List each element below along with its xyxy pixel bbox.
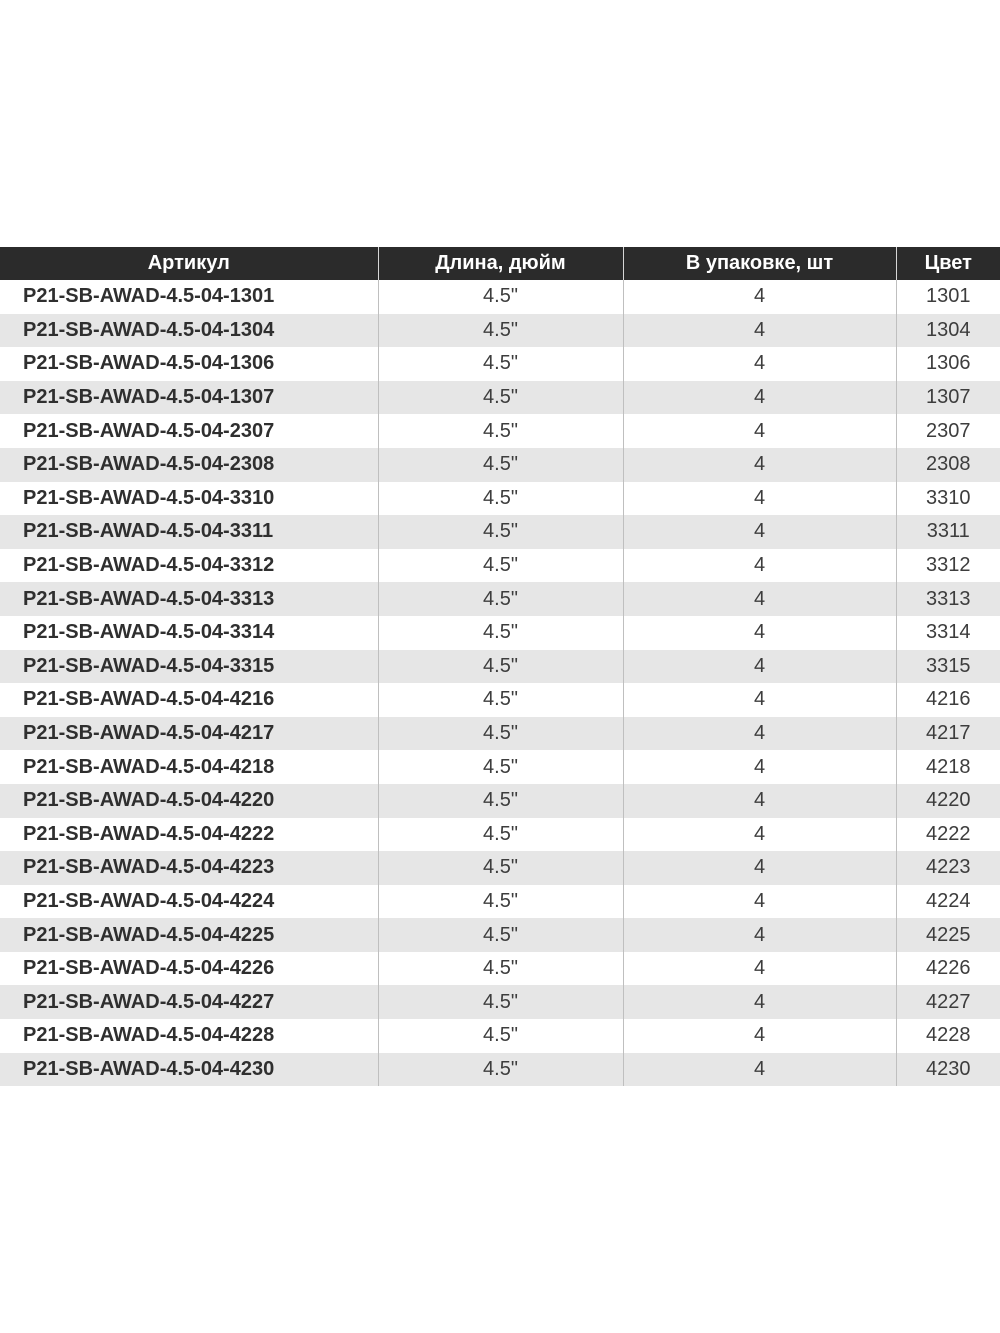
- cell-length: 4.5": [378, 582, 623, 616]
- cell-length: 4.5": [378, 985, 623, 1019]
- cell-pack-qty: 4: [623, 549, 896, 583]
- cell-pack-qty: 4: [623, 1053, 896, 1087]
- product-table: [0, 247, 1000, 1086]
- cell-length: 4.5": [378, 280, 623, 314]
- cell-pack-qty: 4: [623, 448, 896, 482]
- cell-color: 3315: [896, 650, 1000, 684]
- table-row: [0, 448, 1000, 482]
- cell-color: 4230: [896, 1053, 1000, 1087]
- cell-pack-qty: 4: [623, 851, 896, 885]
- table-row: [0, 549, 1000, 583]
- table-row: [0, 1053, 1000, 1087]
- cell-color: 4225: [896, 918, 1000, 952]
- cell-length: 4.5": [378, 381, 623, 415]
- cell-color: 4220: [896, 784, 1000, 818]
- cell-article: P21-SB-AWAD-4.5-04-4230: [0, 1053, 378, 1087]
- cell-length: 4.5": [378, 616, 623, 650]
- cell-color: 4228: [896, 1019, 1000, 1053]
- table-row: [0, 650, 1000, 684]
- cell-length: 4.5": [378, 1053, 623, 1087]
- cell-pack-qty: 4: [623, 952, 896, 986]
- cell-article: P21-SB-AWAD-4.5-04-4220: [0, 784, 378, 818]
- cell-color: 4218: [896, 750, 1000, 784]
- cell-color: 3314: [896, 616, 1000, 650]
- cell-pack-qty: 4: [623, 482, 896, 516]
- cell-length: 4.5": [378, 314, 623, 348]
- cell-color: 1304: [896, 314, 1000, 348]
- cell-pack-qty: 4: [623, 885, 896, 919]
- cell-pack-qty: 4: [623, 717, 896, 751]
- cell-color: 4224: [896, 885, 1000, 919]
- cell-article: P21-SB-AWAD-4.5-04-4223: [0, 851, 378, 885]
- cell-length: 4.5": [378, 482, 623, 516]
- cell-length: 4.5": [378, 683, 623, 717]
- cell-pack-qty: 4: [623, 683, 896, 717]
- table-row: [0, 482, 1000, 516]
- cell-pack-qty: 4: [623, 650, 896, 684]
- cell-pack-qty: 4: [623, 784, 896, 818]
- table-row: [0, 885, 1000, 919]
- cell-length: 4.5": [378, 818, 623, 852]
- cell-pack-qty: 4: [623, 918, 896, 952]
- cell-color: 2308: [896, 448, 1000, 482]
- cell-color: 3310: [896, 482, 1000, 516]
- cell-article: P21-SB-AWAD-4.5-04-4224: [0, 885, 378, 919]
- cell-article: P21-SB-AWAD-4.5-04-4217: [0, 717, 378, 751]
- header-length: Длина, дюйм: [378, 247, 623, 280]
- cell-pack-qty: 4: [623, 347, 896, 381]
- cell-color: 1306: [896, 347, 1000, 381]
- cell-article: P21-SB-AWAD-4.5-04-1307: [0, 381, 378, 415]
- cell-article: P21-SB-AWAD-4.5-04-1304: [0, 314, 378, 348]
- table-header: [0, 247, 1000, 280]
- table-row: [0, 414, 1000, 448]
- cell-pack-qty: 4: [623, 985, 896, 1019]
- cell-pack-qty: 4: [623, 381, 896, 415]
- table-row: [0, 1019, 1000, 1053]
- table-row: [0, 280, 1000, 314]
- table-row: [0, 515, 1000, 549]
- header-row: [0, 247, 1000, 280]
- cell-article: P21-SB-AWAD-4.5-04-1301: [0, 280, 378, 314]
- cell-article: P21-SB-AWAD-4.5-04-4225: [0, 918, 378, 952]
- cell-article: P21-SB-AWAD-4.5-04-4228: [0, 1019, 378, 1053]
- table-row: [0, 582, 1000, 616]
- cell-article: P21-SB-AWAD-4.5-04-2308: [0, 448, 378, 482]
- cell-color: 4227: [896, 985, 1000, 1019]
- header-color: Цвет: [896, 247, 1000, 280]
- cell-color: 1307: [896, 381, 1000, 415]
- header-pack-qty: В упаковке, шт: [623, 247, 896, 280]
- cell-length: 4.5": [378, 549, 623, 583]
- cell-article: P21-SB-AWAD-4.5-04-1306: [0, 347, 378, 381]
- cell-pack-qty: 4: [623, 616, 896, 650]
- table-row: [0, 750, 1000, 784]
- cell-article: P21-SB-AWAD-4.5-04-3313: [0, 582, 378, 616]
- cell-length: 4.5": [378, 1019, 623, 1053]
- cell-article: P21-SB-AWAD-4.5-04-2307: [0, 414, 378, 448]
- cell-length: 4.5": [378, 650, 623, 684]
- table-row: [0, 818, 1000, 852]
- cell-pack-qty: 4: [623, 414, 896, 448]
- cell-length: 4.5": [378, 750, 623, 784]
- cell-color: 3311: [896, 515, 1000, 549]
- cell-article: P21-SB-AWAD-4.5-04-3315: [0, 650, 378, 684]
- cell-article: P21-SB-AWAD-4.5-04-3311: [0, 515, 378, 549]
- cell-length: 4.5": [378, 515, 623, 549]
- cell-pack-qty: 4: [623, 750, 896, 784]
- cell-length: 4.5": [378, 717, 623, 751]
- cell-pack-qty: 4: [623, 515, 896, 549]
- table-row: [0, 381, 1000, 415]
- table-row: [0, 952, 1000, 986]
- table-row: [0, 918, 1000, 952]
- cell-article: P21-SB-AWAD-4.5-04-4222: [0, 818, 378, 852]
- cell-length: 4.5": [378, 784, 623, 818]
- cell-length: 4.5": [378, 347, 623, 381]
- cell-color: 1301: [896, 280, 1000, 314]
- header-article: Артикул: [0, 247, 378, 280]
- table-row: [0, 683, 1000, 717]
- table-row: [0, 985, 1000, 1019]
- cell-pack-qty: 4: [623, 1019, 896, 1053]
- cell-color: 4222: [896, 818, 1000, 852]
- table-row: [0, 347, 1000, 381]
- table-body: [0, 280, 1000, 1086]
- cell-article: P21-SB-AWAD-4.5-04-3310: [0, 482, 378, 516]
- table-row: [0, 784, 1000, 818]
- table-row: [0, 717, 1000, 751]
- cell-article: P21-SB-AWAD-4.5-04-4227: [0, 985, 378, 1019]
- cell-length: 4.5": [378, 952, 623, 986]
- cell-article: P21-SB-AWAD-4.5-04-3312: [0, 549, 378, 583]
- cell-article: P21-SB-AWAD-4.5-04-4218: [0, 750, 378, 784]
- cell-pack-qty: 4: [623, 280, 896, 314]
- cell-color: 4216: [896, 683, 1000, 717]
- cell-color: 4223: [896, 851, 1000, 885]
- cell-article: P21-SB-AWAD-4.5-04-4226: [0, 952, 378, 986]
- cell-color: 4226: [896, 952, 1000, 986]
- cell-length: 4.5": [378, 851, 623, 885]
- cell-length: 4.5": [378, 918, 623, 952]
- cell-pack-qty: 4: [623, 818, 896, 852]
- table-row: [0, 616, 1000, 650]
- table-row: [0, 314, 1000, 348]
- product-table-container: [0, 247, 1000, 1086]
- cell-color: 2307: [896, 414, 1000, 448]
- cell-color: 3312: [896, 549, 1000, 583]
- cell-article: P21-SB-AWAD-4.5-04-3314: [0, 616, 378, 650]
- cell-color: 4217: [896, 717, 1000, 751]
- cell-color: 3313: [896, 582, 1000, 616]
- cell-length: 4.5": [378, 885, 623, 919]
- cell-pack-qty: 4: [623, 582, 896, 616]
- cell-pack-qty: 4: [623, 314, 896, 348]
- cell-article: P21-SB-AWAD-4.5-04-4216: [0, 683, 378, 717]
- table-row: [0, 851, 1000, 885]
- cell-length: 4.5": [378, 414, 623, 448]
- cell-length: 4.5": [378, 448, 623, 482]
